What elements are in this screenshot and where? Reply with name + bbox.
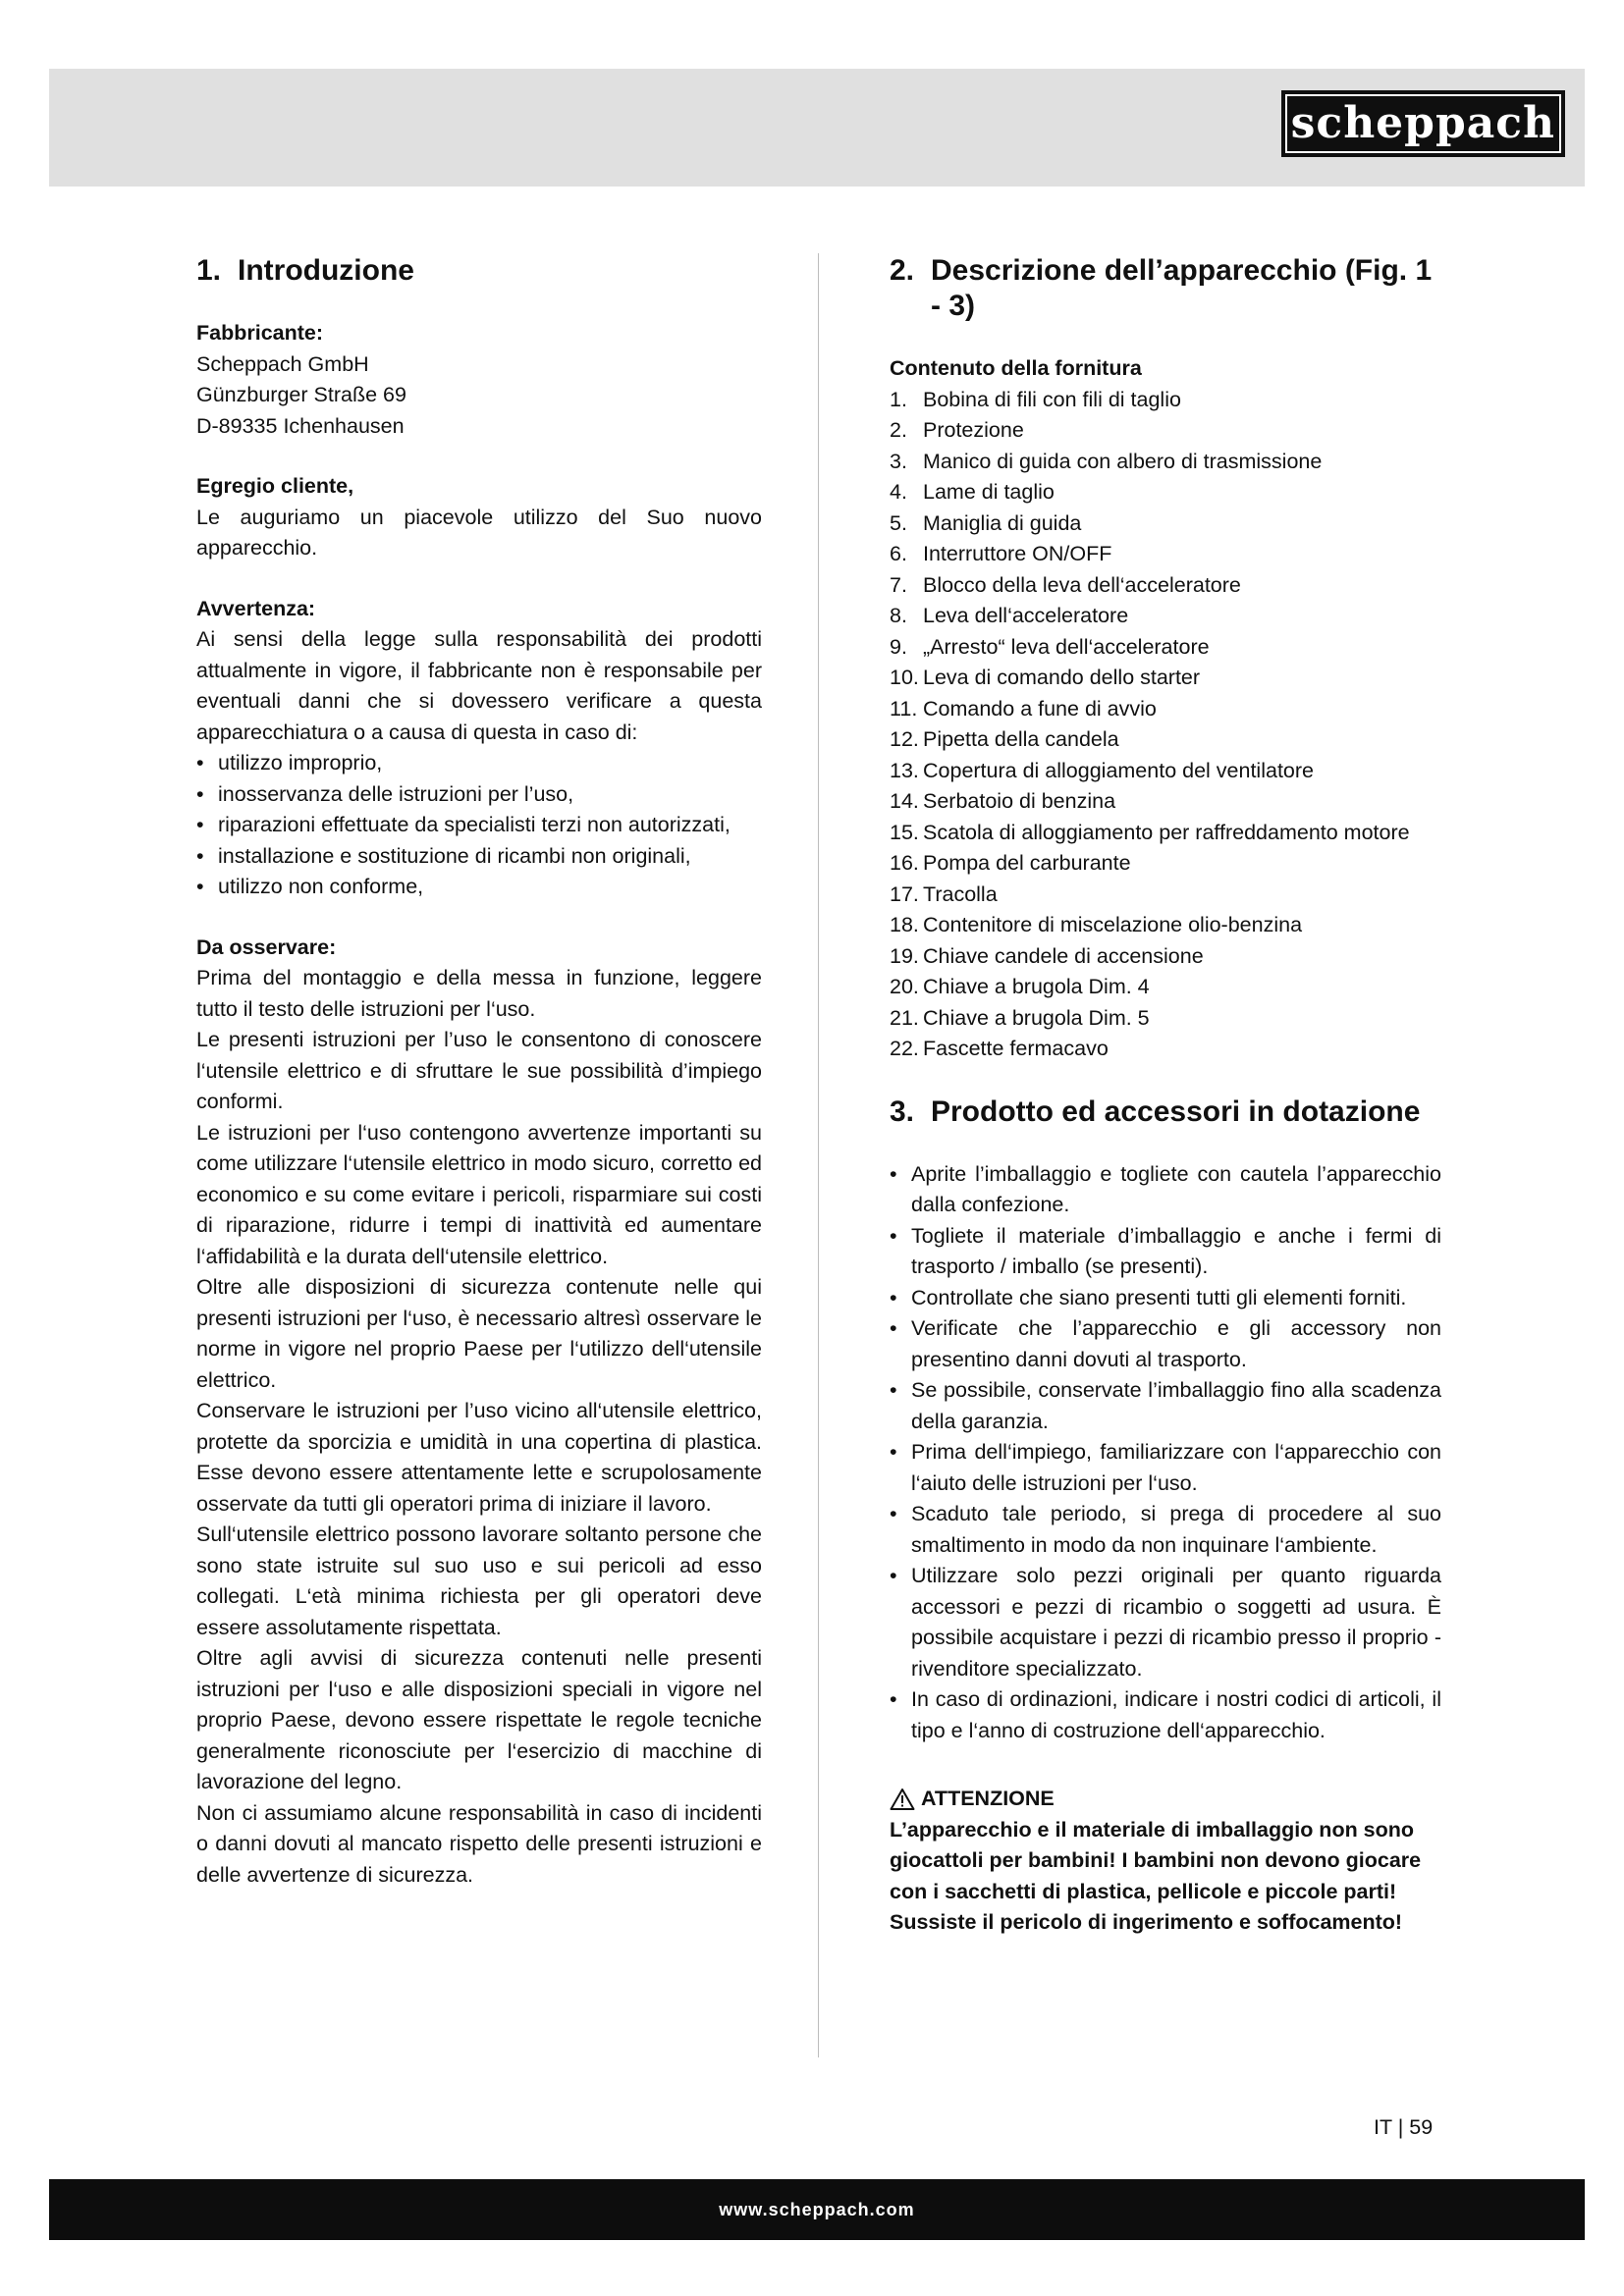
contents-item: 14. Serbatoio di benzina (890, 789, 1116, 813)
notice-item: • installazione e sostituzione di ricambi non originali, (196, 841, 762, 873)
section-1-heading (196, 253, 762, 289)
contents-item: 20. Chiave a brugola Dim. 4 (890, 975, 1150, 998)
observe-paragraph: Le presenti istruzioni per l’uso le consentono di conoscere l‘utensile elettrico e di sfruttare le sue possibilità d’impiego conformi. (196, 1028, 762, 1113)
section-number: 2. (890, 254, 915, 287)
contents-item: 2. Protezione (890, 418, 1024, 442)
contents-item: 13. Copertura di alloggiamento del ventilatore (890, 758, 1314, 782)
section-title: Introduzione (238, 254, 414, 287)
step-item: • Verificate che l’apparecchio e gli accessory non presentino danni dovuti al trasporto. (890, 1313, 1441, 1375)
contents-item: 7. Blocco della leva dell‘acceleratore (890, 572, 1241, 597)
right-column (890, 253, 1441, 1939)
step-item: • In caso di ordinazioni, indicare i nostri codici di articoli, il tipo e l‘anno di costruzione dell‘apparecchio. (890, 1684, 1441, 1746)
contents-item: 10. Leva di comando dello starter (890, 666, 1201, 689)
step-item: • Prima dell‘impiego, familiarizzare con l‘apparecchio con l‘aiuto delle istruzioni per l‘uso. (890, 1437, 1441, 1499)
warning-text: L’apparecchio e il materiale di imballaggio non sono giocattoli per bambini! I bambini non devono giocare con i sacchetti di plastica, pellicole e piccole parti! Sussiste il pericolo di ingerimento e soffocamento! (890, 1817, 1422, 1934)
contents-item: 16. Pompa del carburante (890, 851, 1131, 875)
observe-paragraph: Oltre agli avvisi di sicurezza contenuti nelle presenti istruzioni per l‘uso e alle disposizioni speciali in vigore nel proprio Paese, devono essere rispettate le regole tecniche generalmente riconosciute per l‘esercizio di macchine di lavorazione del legno. (196, 1646, 762, 1793)
manufacturer-line: Günzburger Straße 69 (196, 383, 406, 406)
notice-list (196, 748, 762, 903)
contents-item: 11. Comando a fune di avvio (890, 696, 1157, 721)
contents-item: 8. Leva dell‘acceleratore (890, 604, 1129, 627)
section-title: Prodotto ed accessori in dotazione (931, 1095, 1421, 1128)
left-column (196, 253, 762, 1891)
manufacturer-label: Fabbricante: (196, 321, 324, 345)
observe-paragraph: Le istruzioni per l‘uso contengono avvertenze importanti su come utilizzare l‘utensile elettrico in modo sicuro, corretto ed economico e su come evitare i pericoli, risparmiare sui costi di riparazione, ridurre i tempi di inattività ed aumentare l‘affidabilità e la durata dell‘utensile elettrico. (196, 1120, 762, 1268)
notice-item: • utilizzo improprio, (196, 748, 762, 779)
section-number: 1. (196, 254, 222, 287)
step-item: • Se possibile, conservate l’imballaggio fino alla scadenza della garanzia. (890, 1375, 1441, 1437)
contents-item: 6. Interruttore ON/OFF (890, 542, 1112, 565)
observe-paragraph: Oltre alle disposizioni di sicurezza contenute nelle qui presenti istruzioni per l‘uso, è necessario altresì osservare le norme in vigore nel proprio Paese per l‘utilizzo dell‘utensile elettrico. (196, 1275, 762, 1392)
step-item: • Togliete il materiale d’imballaggio e anche i fermi di trasporto / imballo (se presenti). (890, 1221, 1441, 1283)
contents-item: 15. Scatola di alloggiamento per raffreddamento motore (890, 820, 1410, 844)
contents-item: 3. Manico di guida con albero di trasmissione (890, 449, 1323, 473)
page-number: IT | 59 (1374, 2115, 1434, 2139)
warning-heading (890, 1784, 1441, 1815)
contents-item: 21. Chiave a brugola Dim. 5 (890, 1005, 1150, 1030)
notice-item: • riparazioni effettuate da specialisti terzi non autorizzati, (196, 810, 762, 841)
footer-band (49, 2179, 1585, 2240)
contents-item: 9. „Arresto“ leva dell‘acceleratore (890, 634, 1210, 659)
warning-title: ATTENZIONE (921, 1787, 1055, 1810)
manufacturer-line: Scheppach GmbH (196, 351, 369, 376)
contents-item: 4. Lame di taglio (890, 480, 1055, 504)
steps-list (890, 1159, 1441, 1747)
contents-item: 19. Chiave candele di accensione (890, 943, 1204, 968)
contents-item: 22. Fascette fermacavo (890, 1037, 1109, 1060)
section-number: 3. (890, 1095, 915, 1128)
section-3-heading (890, 1095, 1441, 1130)
step-item: • Aprite l’imballaggio e togliete con cautela l’apparecchio dalla confezione. (890, 1159, 1441, 1221)
column-divider (818, 253, 819, 2057)
step-item: • Utilizzare solo pezzi originali per quanto riguarda accessori e pezzi di ricambio o soggetti ad usura. È possibile acquistare i pezzi di ricambio presso il proprio - rivenditore specializzato. (890, 1561, 1441, 1684)
greeting-text: Le auguriamo un piacevole utilizzo del Suo nuovo apparecchio. (196, 505, 762, 560)
greeting-label: Egregio cliente, (196, 474, 354, 498)
contents-item: 1. Bobina di fili con fili di taglio (890, 387, 1181, 411)
contents-list (890, 385, 1441, 1065)
notice-label: Avvertenza: (196, 596, 316, 620)
website-link[interactable]: www.scheppach.com (719, 2200, 915, 2219)
step-item: • Controllate che siano presenti tutti gli elementi forniti. (890, 1283, 1441, 1314)
manufacturer-line: D-89335 Ichenhausen (196, 413, 405, 438)
contents-label: Contenuto della fornitura (890, 356, 1142, 380)
notice-text: Ai sensi della legge sulla responsabilità dei prodotti attualmente in vigore, il fabbricante non è responsabile per eventuali danni che si dovessero verificare a questa apparecchiatura o a causa di questa in caso di: (196, 627, 762, 744)
warning-triangle-icon (890, 1788, 915, 1811)
header-band (49, 69, 1585, 187)
observe-paragraph: Sull‘utensile elettrico possono lavorare soltanto persone che sono state istruite sul suo uso e sui pericoli ad esso collegati. L‘età minima richiesta per gli operatori deve essere assolutamente rispettata. (196, 1522, 762, 1639)
contents-item: 5. Maniglia di guida (890, 510, 1082, 535)
logo-text: scheppach (1290, 98, 1555, 148)
observe-label: Da osservare: (196, 934, 337, 959)
brand-logo (1281, 90, 1565, 157)
observe-paragraph: Non ci assumiamo alcune responsabilità in caso di incidenti o danni dovuti al mancato rispetto delle presenti istruzioni e delle avvertenze di sicurezza. (196, 1800, 762, 1887)
section-title: Descrizione dell’apparecchio (Fig. 1 - 3) (931, 254, 1433, 322)
notice-item: • inosservanza delle istruzioni per l’uso, (196, 779, 762, 811)
notice-item: • utilizzo non conforme, (196, 872, 762, 903)
step-item: • Scaduto tale periodo, si prega di procedere al suo smaltimento in modo da non inquinare l‘ambiente. (890, 1499, 1441, 1561)
contents-item: 12. Pipetta della candela (890, 727, 1119, 751)
contents-item: 17. Tracolla (890, 881, 998, 906)
observe-paragraph: Prima del montaggio e della messa in funzione, leggere tutto il testo delle istruzioni per l‘uso. (196, 966, 762, 1021)
contents-item: 18. Contenitore di miscelazione olio-benzina (890, 913, 1303, 936)
section-2-heading (890, 253, 1441, 324)
observe-paragraph: Conservare le istruzioni per l’uso vicino all‘utensile elettrico, protette da sporcizia e umidità in una copertina di plastica. Esse devono essere attentamente lette e scrupolosamente osservate da tutti gli operatori prima di iniziare il lavoro. (196, 1399, 762, 1516)
